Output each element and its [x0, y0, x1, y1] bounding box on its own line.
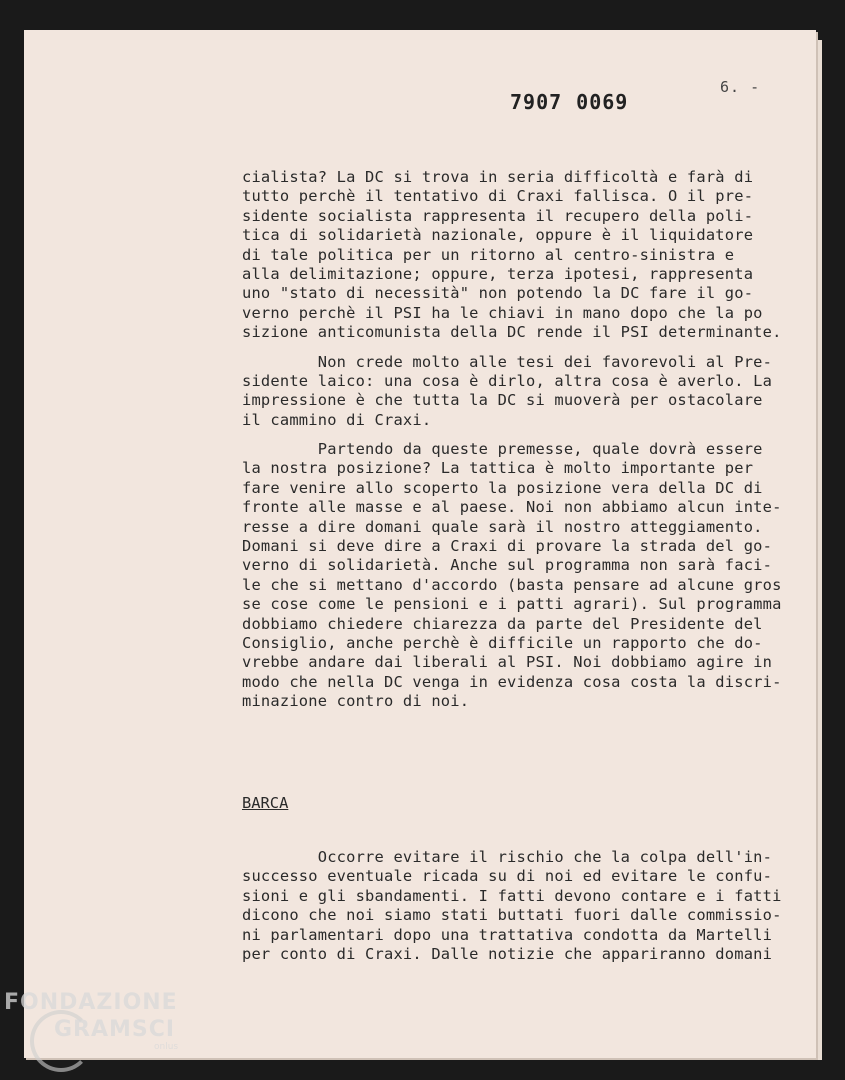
section-body-text: [242, 848, 802, 964]
text-line: se cose come le pensioni e i patti agrari). Sul programma: [242, 595, 782, 614]
text-line: dobbiamo chiedere chiarezza da parte del Presidente del: [242, 614, 763, 633]
text-line: minazione contro di noi.: [242, 692, 470, 711]
text-line: resse a dire domani quale sarà il nostro atteggiamento.: [242, 517, 763, 536]
text-line: Non crede molto alle tesi dei favorevoli al Pre-: [242, 352, 773, 371]
text-line: ni parlamentari dopo una trattativa condotta da Martelli: [242, 925, 773, 944]
watermark-line-2: [54, 1017, 224, 1042]
body-text: [242, 168, 802, 712]
paragraph-gap: [242, 430, 802, 440]
paragraph-gap: [242, 343, 802, 353]
text-line: fronte alle masse e al paese. Noi non abbiamo alcun inte-: [242, 498, 782, 517]
text-line: verno di solidarietà. Anche sul programma non sarà faci-: [242, 556, 773, 575]
text-line: tutto perchè il tentativo di Craxi fallisca. O il pre-: [242, 187, 754, 206]
watermark-onlus: onlus: [154, 1042, 179, 1052]
text-line: Occorre evitare il rischio che la colpa dell'in-: [242, 848, 773, 866]
document-code: [510, 90, 628, 114]
text-line: il cammino di Craxi.: [242, 410, 432, 429]
text-line: Consiglio, anche perchè è difficile un rapporto che do-: [242, 633, 763, 652]
text-line: verno perchè il PSI ha le chiavi in mano dopo che la po: [242, 303, 763, 322]
text-line: sizione anticomunista della DC rende il PSI determinante.: [242, 323, 782, 342]
text-line: Partendo da queste premesse, quale dovrà essere: [242, 440, 763, 459]
document-code-part-2: 0069: [576, 90, 629, 114]
page-number: 6. -: [720, 78, 761, 96]
text-line: impressione è che tutta la DC si muoverà per ostacolare: [242, 391, 763, 410]
text-line: dicono che noi siamo stati buttati fuori dalle commissio-: [242, 906, 782, 925]
text-line: modo che nella DC venga in evidenza cosa costa la discri-: [242, 672, 782, 691]
text-line: per conto di Craxi. Dalle notizie che appariranno domani: [242, 944, 773, 963]
text-line: tica di solidarietà nazionale, oppure è il liquidatore: [242, 226, 754, 245]
text-line: vrebbe andare dai liberali al PSI. Noi dobbiamo agire in: [242, 653, 773, 672]
watermark-line-2-text: GRAMSCI: [54, 1017, 176, 1042]
text-line: cialista? La DC si trova in seria difficoltà e farà di: [242, 168, 754, 186]
text-line: uno "stato di necessità" non potendo la DC fare il go-: [242, 284, 754, 303]
watermark-line-1: FONDAZIONE: [4, 990, 178, 1015]
text-line: sidente laico: una cosa è dirlo, altra cosa è averlo. La: [242, 371, 773, 390]
text-line: sioni e gli sbandamenti. I fatti devono contare e i fatti: [242, 886, 782, 905]
text-line: la nostra posizione? La tattica è molto importante per: [242, 459, 754, 478]
text-line: successo eventuale ricada su di noi ed evitare le confu-: [242, 867, 773, 886]
text-line: alla delimitazione; oppure, terza ipotesi, rappresenta: [242, 264, 754, 283]
watermark: [4, 990, 224, 1052]
text-line: fare venire allo scoperto la posizione vera della DC di: [242, 478, 763, 497]
text-line: Domani si deve dire a Craxi di provare la strada del go-: [242, 537, 773, 556]
text-line: le che si mettano d'accordo (basta pensare ad alcune gros: [242, 575, 782, 594]
text-line: sidente socialista rappresenta il recupero della poli-: [242, 206, 754, 225]
document-code-part-1: 7907: [510, 90, 563, 114]
text-line: di tale politica per un ritorno al centro-sinistra e: [242, 245, 735, 264]
section-heading: BARCA: [242, 794, 289, 812]
